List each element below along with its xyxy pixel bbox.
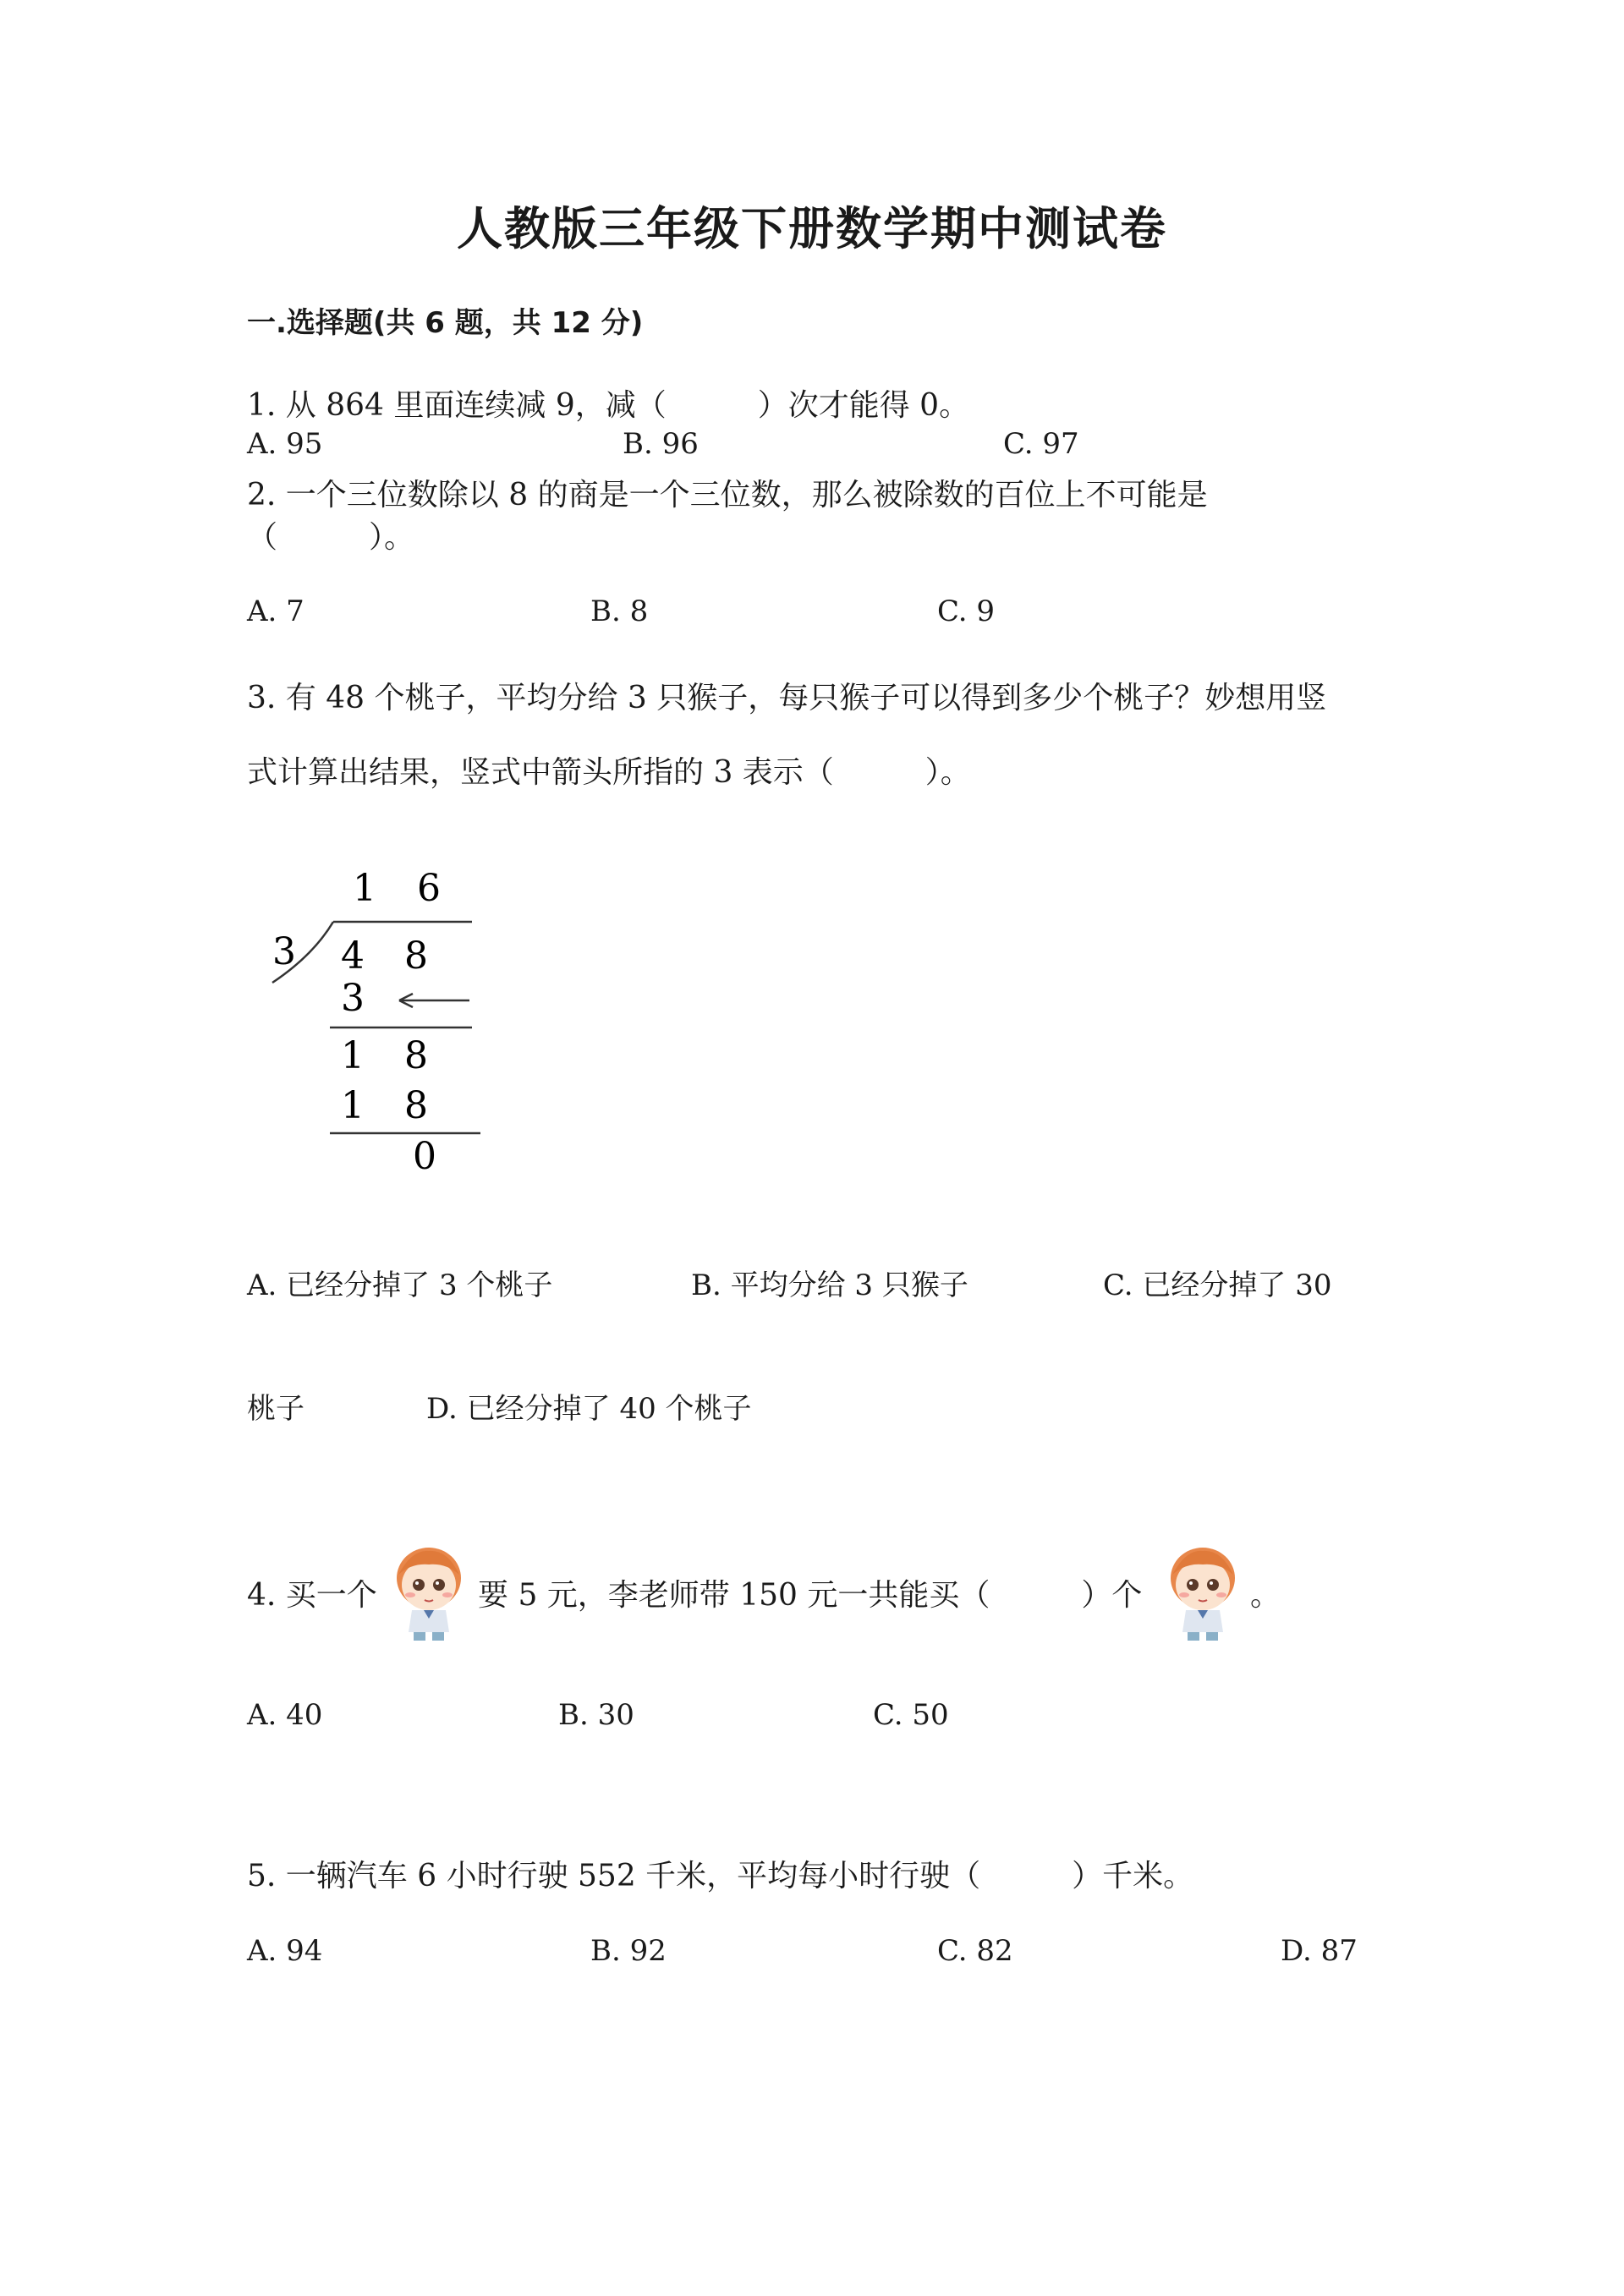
question-2-line-2: （ ）。 bbox=[247, 520, 415, 555]
q3-option-c: C. 已经分掉了 30 bbox=[1103, 1269, 1332, 1302]
q2-option-c: C. 9 bbox=[937, 595, 996, 628]
q1-option-c: C. 97 bbox=[1003, 427, 1079, 461]
q5-option-b: B. 92 bbox=[590, 1934, 667, 1968]
q5-option-a: A. 94 bbox=[247, 1934, 323, 1968]
question-2-line-1: 2. 一个三位数除以 8 的商是一个三位数，那么被除数的百位上不可能是 bbox=[247, 478, 1208, 512]
question-4-part-1: 4. 买一个 bbox=[247, 1578, 377, 1613]
doll-icon bbox=[387, 1541, 471, 1642]
q1-option-b: B. 96 bbox=[623, 427, 699, 461]
q3-option-a: A. 已经分掉了 3 个桃子 bbox=[247, 1269, 553, 1302]
question-1-text: 1. 从 864 里面连续减 9，减（ ）次才能得 0。 bbox=[247, 388, 970, 423]
doll-icon bbox=[1160, 1541, 1245, 1642]
q1-option-a: A. 95 bbox=[247, 427, 323, 461]
dividend-digit: 4 bbox=[341, 934, 365, 978]
q2-option-b: B. 8 bbox=[590, 595, 649, 628]
remainder-digit: 8 bbox=[404, 1034, 428, 1077]
subtract-digit: 8 bbox=[404, 1084, 428, 1127]
question-4-part-3: 。 bbox=[1250, 1578, 1281, 1613]
subtract-digit: 3 bbox=[341, 977, 365, 1020]
subtract-digit: 1 bbox=[341, 1084, 365, 1127]
q4-option-b: B. 30 bbox=[558, 1698, 634, 1732]
q3-option-d: D. 已经分掉了 40 个桃子 bbox=[426, 1392, 752, 1426]
q5-option-c: C. 82 bbox=[937, 1934, 1013, 1968]
q4-option-c: C. 50 bbox=[873, 1698, 949, 1732]
section-heading: 一.选择题(共 6 题，共 12 分) bbox=[247, 306, 644, 340]
page-title: 人教版三年级下册数学期中测试卷 bbox=[457, 202, 1167, 255]
question-3-line-2: 式计算出结果，竖式中箭头所指的 3 表示（ ）。 bbox=[247, 755, 971, 790]
divisor: 3 bbox=[272, 930, 296, 973]
question-4-part-2: 要 5 元，李老师带 150 元一共能买（ ）个 bbox=[478, 1578, 1143, 1613]
question-5-text: 5. 一辆汽车 6 小时行驶 552 千米，平均每小时行驶（ ）千米。 bbox=[247, 1859, 1194, 1893]
remainder-digit: 1 bbox=[341, 1034, 365, 1077]
quotient-digit: 6 bbox=[417, 867, 441, 910]
q5-option-d: D. 87 bbox=[1281, 1934, 1358, 1968]
question-3-line-1: 3. 有 48 个桃子，平均分给 3 只猴子，每只猴子可以得到多少个桃子？妙想用竖 bbox=[247, 681, 1327, 715]
dividend-digit: 8 bbox=[404, 934, 428, 978]
quotient-digit: 1 bbox=[353, 867, 376, 910]
q3-option-c-continued: 桃子 bbox=[247, 1392, 304, 1426]
q3-option-b: B. 平均分给 3 只猴子 bbox=[691, 1269, 968, 1302]
final-remainder: 0 bbox=[413, 1135, 436, 1178]
q4-option-a: A. 40 bbox=[247, 1698, 323, 1732]
q2-option-a: A. 7 bbox=[247, 595, 304, 628]
long-division-diagram bbox=[254, 854, 508, 1192]
